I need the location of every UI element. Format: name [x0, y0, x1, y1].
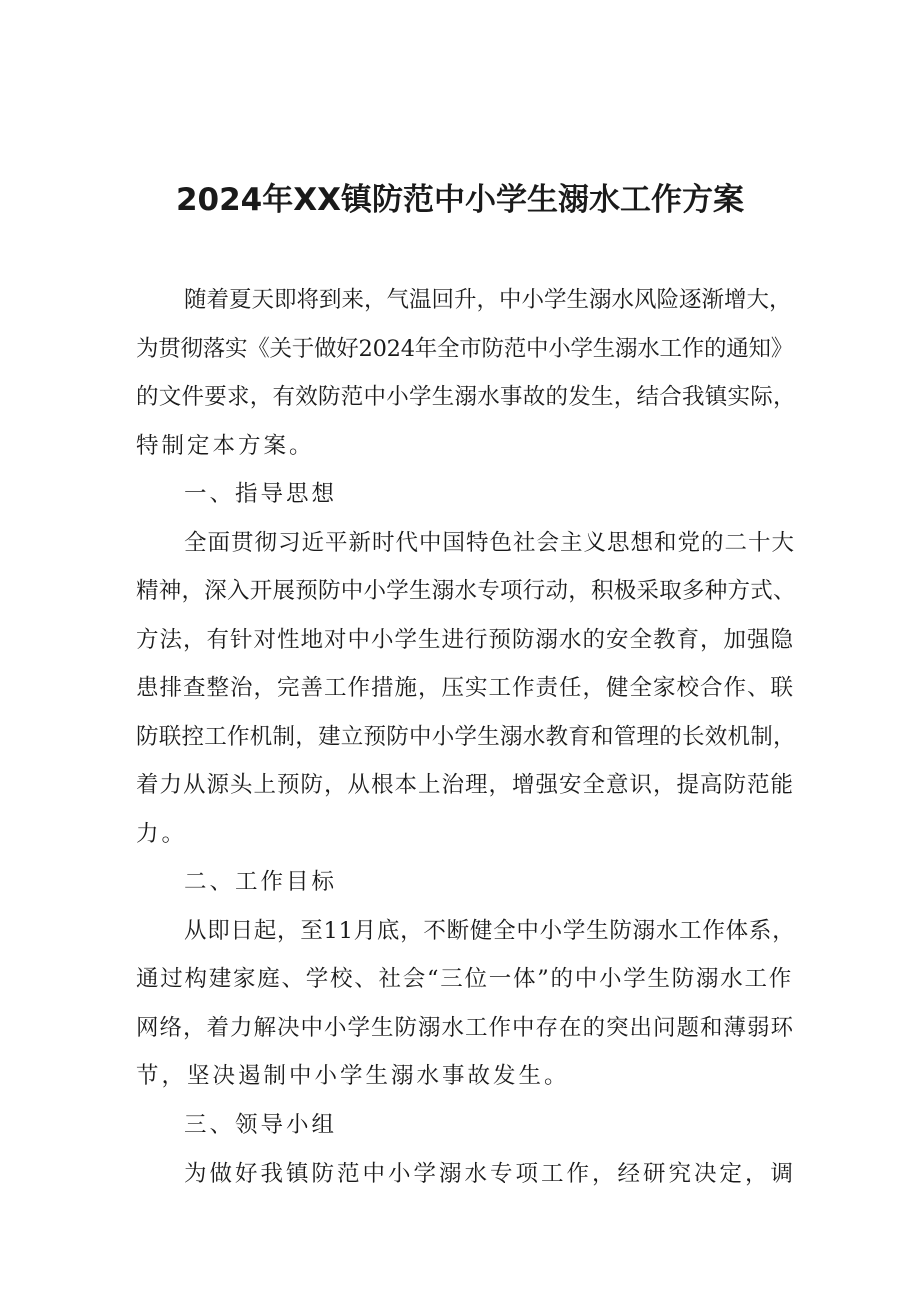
section-line: 全面贯彻习近平新时代中国特色社会主义思想和党的二十大: [184, 529, 796, 556]
section-line: 从即日起，至11月底，不断健全中小学生防溺水工作体系，: [184, 917, 796, 944]
section-line: 力。: [136, 820, 188, 847]
section-guiding-ideology: [136, 470, 796, 858]
section-line: 为做好我镇防范中小学溺水专项工作，经研究决定，调: [184, 1160, 797, 1187]
intro-line: 随着夏天即将到来，气温回升，中小学生溺水风险逐渐增大，: [184, 287, 792, 313]
section-heading: 二、工作目标: [184, 869, 338, 895]
intro-paragraph: [136, 276, 796, 470]
section-line: 精神，深入开展预防中小学生溺水专项行动，积极采取多种方式、: [136, 578, 796, 604]
section-line: 网络，着力解决中小学生防溺水工作中存在的突出问题和薄弱环: [136, 1014, 795, 1041]
intro-line: 特制定本方案。: [136, 432, 315, 459]
intro-line: 的文件要求，有效防范中小学生溺水事故的发生，结合我镇实际，: [136, 384, 796, 410]
section-leading-group: [136, 1101, 796, 1198]
section-heading: 三、领导小组: [184, 1112, 338, 1138]
section-work-goals: [136, 858, 796, 1101]
section-line: 方法，有针对性地对中小学生进行预防溺水的安全教育，加强隐: [136, 626, 795, 653]
intro-line: 为贯彻落实《关于做好2024年全市防范中小学生溺水工作的通知》: [136, 335, 794, 362]
section-line: 患排查整治，完善工作措施，压实工作责任，健全家校合作、联: [136, 675, 795, 701]
section-line: 通过构建家庭、学校、社会“三位一体”的中小学生防溺水工作: [136, 966, 794, 992]
section-line: 防联控工作机制，建立预防中小学生溺水教育和管理的长效机制，: [136, 723, 796, 750]
section-line: 节，坚决遏制中小学生溺水事故发生。: [136, 1063, 570, 1089]
section-line: 着力从源头上预防，从根本上治理，增强安全意识，提高防范能: [136, 772, 795, 798]
document-title: 2024年XX镇防范中小学生溺水工作方案: [175, 182, 745, 218]
section-heading: 一、指导思想: [184, 481, 338, 507]
